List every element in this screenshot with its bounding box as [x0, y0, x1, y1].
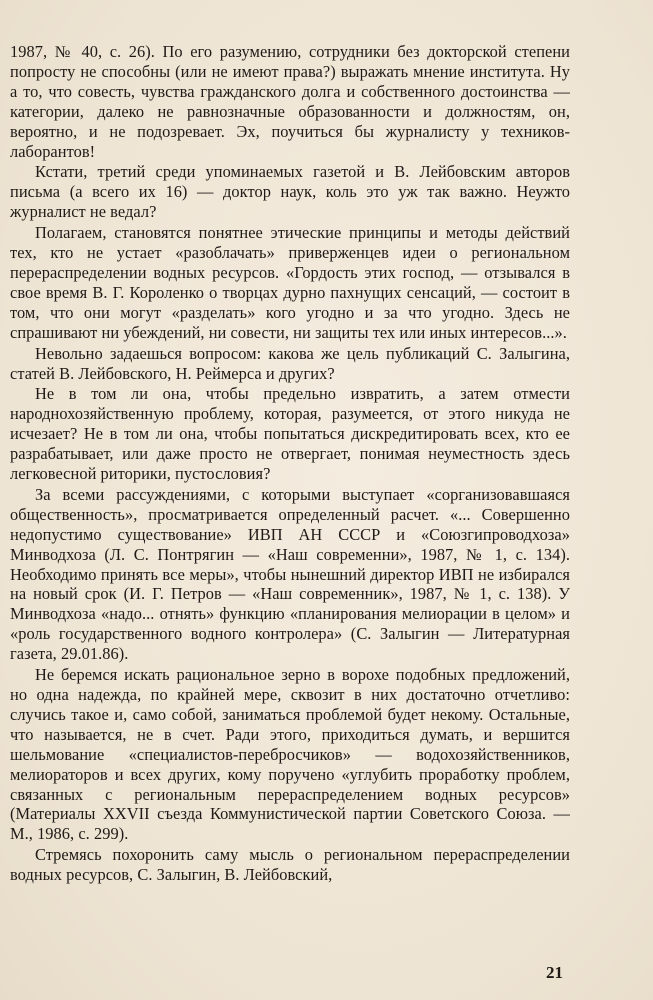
page-number: 21: [546, 963, 563, 982]
paragraph: Невольно задаешься вопросом: какова же цель публикаций С. Залыгина, статей В. Лейбовского, Н. Реймерса и других?: [10, 343, 570, 383]
paragraph: Не в том ли она, чтобы предельно извратить, а затем отмести народнохозяйственную проблему, которая, разумеется, от этого никуда не исчезает? Не в том ли она, чтобы попытаться дискредитировать всех, кто ее разрабатывает, или даже просто не отвергает, понимая неуместность здесь легковесной риторики, пустословия?: [10, 384, 570, 484]
body-text: [10, 42, 570, 886]
paragraph: Кстати, третий среди упоминаемых газетой и В. Лейбовским авторов письма (а всего их 16) — доктор наук, коль это уж так важно. Неужто журналист не ведал?: [10, 162, 570, 222]
paragraph: За всеми рассуждениями, с которыми выступает «сорганизовавшаяся общественность», просматривается определенный расчет. «... Совершенно недопустимо существование» ИВП АН СССР и «Союзгипроводхоза» Минводхоза (Л. С. Понтрягин — «Наш современни», 1987, № 1, с. 134). Необходимо принять все меры», чтобы нынешний директор ИВП не избирался на новый срок (И. Г. Петров — «Наш современник», 1987, № 1, с. 138). У Минводхоза «надо... отнять» функцию «планирования мелиорации в целом» и «роль государственного водного контролера» (С. Залыгин — Литературная газета, 29.01.86).: [10, 484, 570, 664]
paragraph: 1987, № 40, с. 26). По его разумению, сотрудники без докторской степени попросту не способны (или не имеют права?) выражать мнение института. Ну а то, что совесть, чувства гражданского долга и собственного достоинства — категории, далеко не равнозначные образованности и должностям, он, вероятно, и не подозревает. Эх, поучиться бы журналисту у техников-лаборантов!: [10, 42, 570, 161]
paragraph: Полагаем, становятся понятнее этические принципы и методы действий тех, кто не устает «разоблачать» приверженцев идеи о региональном перераспределении водных ресурсов. «Гордость этих господ, — отзывался в свое время В. Г. Короленко о творцах дурно пахнущих сенсаций, — состоит в том, что они могут «разделать» кого угодно и за что угодно. Здесь не спрашивают ни убеждений, ни совести, ни защиты тех или иных интересов...».: [10, 223, 570, 342]
paragraph: Стремясь похоронить саму мысль о региональном перераспределении водных ресурсов, С. Залыгин, В. Лейбовский,: [10, 845, 570, 885]
paragraph: Не беремся искать рациональное зерно в ворохе подобных предложений, но одна надежда, по крайней мере, сквозит в них достаточно отчетливо: случись такое и, само собой, заниматься проблемой будет некому. Остальные, что называется, не в счет. Ради этого, приходиться думать, и вершится шельмование «специалистов-перебросчиков» — водохозяйственников, мелиораторов и всех других, кому поручено «углубить проработку проблем, связанных с региональным перераспределением водных ресурсов» (Материалы XXVII съезда Коммунистической партии Советского Союза. — М., 1986, с. 299).: [10, 665, 570, 844]
